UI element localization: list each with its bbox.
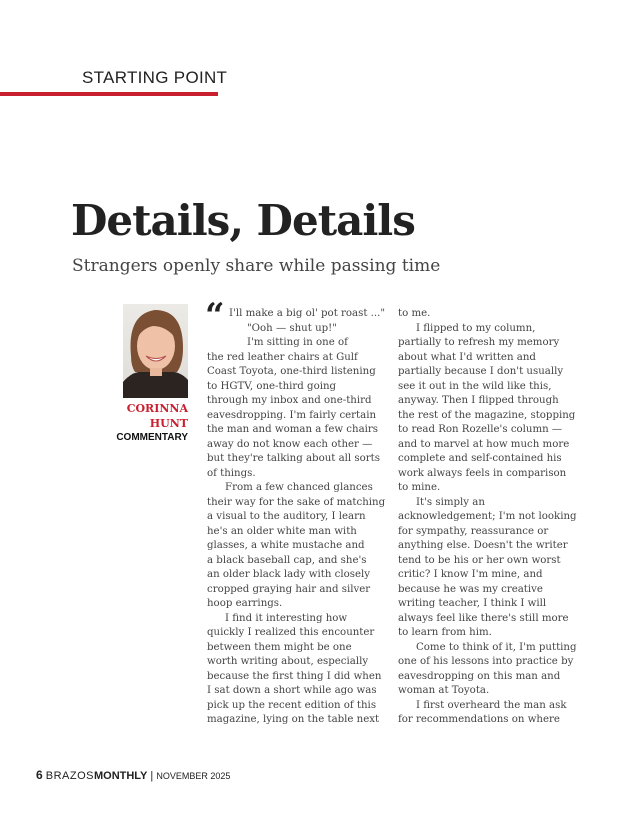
body-text-line: I'll make a big ol' pot roast ..." (229, 308, 386, 319)
author-photo (123, 304, 188, 398)
body-text-line: "Ooh — shut up!" (247, 322, 337, 334)
body-text-line: woman at Toyota. (398, 685, 490, 696)
body-text-line: partially because I don't usually (398, 366, 564, 377)
body-text-line: the red leather chairs at Gulf (207, 351, 358, 363)
body-text-line: hoop earrings. (207, 598, 283, 609)
body-text-line: between them might be one (207, 641, 352, 653)
body-text-line: but they're talking about all sorts (207, 453, 380, 464)
body-text-line: and to marvel at how much more (398, 438, 570, 450)
body-text-line: critic? I know I'm mine, and (398, 569, 543, 580)
body-text-line: see it out in the wild like this, (398, 380, 552, 392)
body-text-line: a black baseball cap, and she's (207, 554, 367, 566)
body-text-line: through my inbox and one-third (207, 395, 372, 406)
quote-mark-icon: “ (205, 296, 225, 336)
body-text-line: I flipped to my column, (416, 322, 536, 334)
footer-separator: | (150, 770, 154, 782)
article-subtitle: Strangers openly share while passing time (72, 256, 441, 276)
body-text-line: always feel like there's still more (398, 612, 569, 624)
body-text-line: because the first thing I did when (207, 670, 382, 682)
body-text-line: tend to be his or her own worst (398, 554, 561, 566)
body-text-line: eavesdropping on this man and (398, 670, 561, 682)
body-text-line: a visual to the auditory, I learn (207, 511, 366, 522)
body-text-line: writing teacher, I think I will (398, 598, 547, 609)
body-text-line: for recommendations on where (398, 714, 560, 725)
body-text-line: pick up the recent edition of this (207, 699, 377, 711)
body-text-line: because he was my creative (398, 583, 543, 595)
page-footer (36, 768, 230, 782)
body-text-line: the rest of the magazine, stopping (398, 409, 576, 421)
brand-name-bold: MONTHLY (93, 770, 148, 782)
body-text-line: cropped graying hair and silver (207, 583, 371, 595)
body-text-line: I sat down a short while ago was (207, 685, 377, 696)
body-text-line: to learn from him. (398, 627, 492, 638)
body-column-1 (207, 307, 393, 728)
section-rule (0, 92, 218, 96)
body-text-line: quickly I realized this encounter (207, 627, 375, 638)
body-text-line: an older black lady with closely (207, 569, 370, 580)
issue-date: NOVEMBER 2025 (156, 771, 231, 781)
page-number: 6 (36, 768, 43, 782)
body-text-line: I'm sitting in one of (247, 337, 348, 348)
brand-name-light: BRAZOS (45, 770, 94, 782)
body-text-line: glasses, a white mustache and (207, 540, 365, 551)
section-label: STARTING POINT (82, 68, 228, 87)
body-text-line: to mine. (398, 482, 441, 493)
column-tag: COMMENTARY (116, 432, 188, 443)
body-text-line: magazine, lying on the table next (207, 714, 380, 725)
body-text-line: Coast Toyota, one-third listening (207, 366, 376, 377)
body-text-line: anyway. Then I flipped through (398, 395, 559, 406)
author-name (127, 401, 188, 431)
body-text-line: acknowledgement; I'm not looking (398, 511, 577, 522)
body-text-line: From a few chanced glances (225, 482, 373, 493)
body-text-line: worth writing about, especially (207, 656, 369, 667)
body-text-line: one of his lessons into practice by (398, 656, 574, 667)
author-first-name: CORINNA (126, 402, 188, 415)
body-text-line: the man and woman a few chairs (207, 424, 379, 435)
body-text-line: partially to refresh my memory (398, 337, 560, 348)
body-text-line: of things. (207, 467, 256, 479)
body-column-2 (398, 307, 584, 728)
body-text-line: It's simply an (416, 496, 485, 508)
body-text-line: their way for the sake of matching (207, 496, 386, 508)
body-text-line: complete and self-contained his (398, 453, 562, 464)
body-text-line: I find it interesting how (225, 612, 348, 624)
body-text-line: to me. (398, 308, 431, 319)
article-title: Details, Details (71, 196, 415, 245)
body-text-line: for sympathy, reassurance or (398, 525, 549, 537)
body-text-line: to HGTV, one-third going (207, 380, 337, 392)
body-text-line: anything else. Doesn't the writer (398, 540, 568, 551)
body-text-line: away do not know each other — (207, 438, 373, 450)
body-text-line: he's an older white man with (207, 525, 357, 537)
body-text-line: work always feels in comparison (398, 467, 567, 479)
body-text-line: I first overheard the man ask (416, 699, 567, 711)
author-last-name: HUNT (149, 417, 188, 430)
body-text-line: Come to think of it, I'm putting (416, 641, 577, 653)
body-text-line: eavesdropping. I'm fairly certain (207, 409, 377, 421)
body-text-line: to read Ron Rozelle's column — (398, 424, 563, 435)
body-text-line: about what I'd written and (398, 351, 536, 363)
